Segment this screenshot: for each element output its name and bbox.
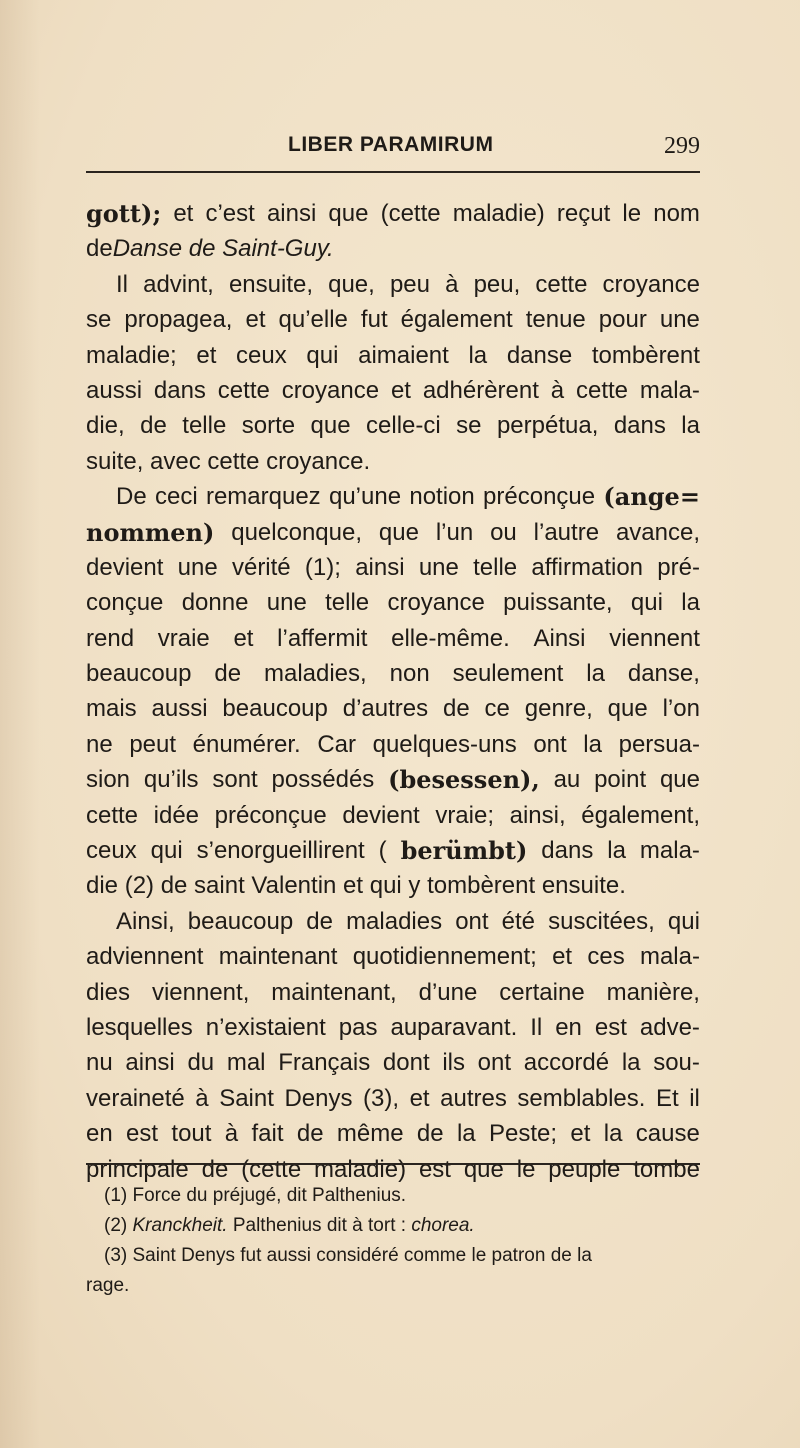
word: peu, (473, 270, 521, 298)
word: ces (587, 943, 625, 971)
word: en (86, 1120, 113, 1148)
word: viennent (609, 624, 700, 652)
word: de (442, 695, 470, 723)
word: possédés (271, 766, 375, 794)
word: non (389, 660, 430, 688)
word: avance, (615, 518, 700, 546)
word: ainsi (266, 200, 317, 227)
word: tenue (525, 306, 586, 334)
footnotes (86, 1181, 700, 1301)
text-line (86, 868, 700, 903)
word: beaucoup (222, 695, 328, 723)
word: et (245, 306, 266, 334)
word: l’autre (533, 518, 600, 546)
word: ont (477, 1049, 512, 1077)
word: maladies, (263, 660, 367, 688)
word: danse (506, 341, 573, 369)
word: Il (530, 1013, 543, 1041)
word: la (468, 341, 488, 369)
word: le (516, 1155, 536, 1183)
word: telle (325, 589, 370, 617)
word: en (555, 1013, 582, 1041)
word: il (689, 1084, 700, 1112)
footnote-3-continued: rage. (86, 1275, 130, 1296)
word: préconçue (214, 801, 327, 829)
word: la (586, 660, 605, 688)
word: De (116, 483, 147, 511)
word: genre, (524, 695, 593, 723)
word: die (2) de saint Valentin et qui y tombèrent ensuite. (86, 872, 626, 900)
word: viennent, (151, 978, 250, 1006)
word: cette (86, 801, 139, 829)
word: et (233, 624, 254, 652)
word: auparavant. (390, 1013, 518, 1041)
word: (3), (363, 1084, 400, 1112)
word: une (177, 553, 218, 581)
word: ceux (86, 837, 137, 865)
word: ou (490, 518, 517, 546)
word: ( (378, 837, 387, 865)
word: Peste; (489, 1120, 558, 1148)
footnote-rule (86, 1163, 700, 1165)
word: qu’elle (278, 306, 348, 334)
word: (1); (304, 553, 341, 581)
text-line (86, 727, 700, 762)
word: adve- (639, 1013, 700, 1041)
word: été (501, 907, 536, 935)
word: ensuite, (228, 270, 313, 298)
word: une (659, 306, 700, 334)
word: (ange= (603, 482, 700, 512)
text-line (86, 338, 700, 373)
word: de (416, 1120, 444, 1148)
word: également (400, 306, 513, 334)
word: telle (473, 553, 518, 581)
word: dans (153, 376, 206, 404)
text-line (86, 1081, 700, 1116)
word: vraie (157, 624, 210, 652)
page-header (88, 133, 700, 165)
word: et (173, 200, 194, 227)
word: qui (630, 589, 663, 617)
word: autres (440, 1084, 507, 1112)
word: tombe (633, 1155, 700, 1183)
word: ne (86, 730, 113, 758)
word: aussi (86, 376, 143, 404)
word: Français (278, 1049, 371, 1077)
word: semblables. (517, 1084, 646, 1112)
word: Car (317, 730, 356, 758)
word: (besessen), (388, 765, 540, 795)
word: même (336, 1120, 404, 1148)
word: l’affermit (277, 624, 368, 652)
word: tombèrent (591, 341, 700, 369)
word: c’est (205, 200, 255, 227)
word: (cette (241, 1155, 302, 1183)
word: se (456, 412, 482, 440)
word: Et (655, 1084, 679, 1112)
word: et (552, 943, 573, 971)
word: que (328, 200, 369, 227)
word: berümbt) (400, 836, 528, 866)
word: à (445, 270, 459, 298)
word: la (681, 412, 700, 440)
word: peuple (548, 1155, 621, 1183)
word: suscitées, (548, 907, 655, 935)
word: la (583, 730, 602, 758)
text-line (86, 656, 700, 691)
word: conçue (86, 589, 164, 617)
word: la (603, 1120, 623, 1148)
word: nom (653, 200, 700, 227)
word: et (409, 1084, 430, 1112)
word: ont (455, 907, 489, 935)
word: aimaient (358, 341, 449, 369)
word: Danse de Saint-Guy. (112, 235, 334, 263)
text-line (86, 691, 700, 726)
word: Ainsi (533, 624, 586, 652)
word: principale (86, 1155, 189, 1183)
word: qu’une (328, 483, 402, 511)
word: advint, (143, 270, 214, 298)
word: la (621, 1049, 641, 1077)
word: manière, (606, 978, 700, 1006)
word: die, (86, 412, 125, 440)
word: propagea, (124, 306, 233, 334)
word: la (681, 589, 700, 617)
word: qui (150, 837, 183, 865)
word: s’enorgueillirent (196, 837, 365, 865)
word: se (86, 306, 112, 334)
word: sou- (653, 1049, 700, 1077)
word: sion (86, 766, 131, 794)
text-line (86, 479, 700, 514)
word: danse, (627, 660, 700, 688)
word: pas (338, 1013, 378, 1041)
text-line (86, 231, 700, 266)
word: maladie) (314, 1155, 407, 1183)
word: la (607, 837, 626, 865)
word: (cette (380, 200, 441, 227)
word: cette (217, 376, 270, 404)
word: mala- (639, 837, 700, 865)
word: tout (171, 1120, 212, 1148)
word: maladie) (452, 200, 545, 227)
word: mais (86, 695, 137, 723)
word: lesquelles (86, 1013, 193, 1041)
word: que (310, 412, 351, 440)
text-line (86, 1010, 700, 1045)
footnote-3: (3) Saint Denys fut aussi considéré comme le patron de la (104, 1245, 592, 1266)
text-line (86, 1045, 700, 1080)
word: donne (181, 589, 249, 617)
word: pré- (657, 553, 700, 581)
word: ont (533, 730, 567, 758)
word: de (296, 1120, 324, 1148)
word: aussi (151, 695, 208, 723)
text-line (86, 1116, 700, 1151)
word: affirmation (531, 553, 644, 581)
word: également, (581, 801, 700, 829)
word: dont (382, 1049, 430, 1077)
word: veraineté (86, 1084, 185, 1112)
word: croyance (387, 589, 485, 617)
word: celle-ci (366, 412, 441, 440)
word: ils (442, 1049, 465, 1077)
word: Ainsi, (116, 907, 175, 935)
word: vraie; (435, 801, 494, 829)
word: la (456, 1120, 476, 1148)
text-line (86, 373, 700, 408)
word: mala- (639, 376, 700, 404)
word: est (594, 1013, 627, 1041)
word: à (224, 1120, 239, 1148)
word: Saint (219, 1084, 274, 1112)
word: une (266, 589, 307, 617)
word: ainsi, (509, 801, 566, 829)
word: cette (575, 376, 629, 404)
word: devient (86, 553, 164, 581)
word: elle-même. (391, 624, 510, 652)
word: vérité (231, 553, 291, 581)
word: n’existaient (205, 1013, 326, 1041)
word: sont (212, 766, 258, 794)
word: sorte (241, 412, 296, 440)
word: que (463, 1155, 504, 1183)
word: peu (389, 270, 430, 298)
word: cette (535, 270, 588, 298)
word: nommen) (86, 517, 215, 547)
word: et (390, 376, 411, 404)
word: ce (484, 695, 510, 723)
text-line (86, 762, 700, 797)
word: l’un (435, 518, 474, 546)
word: mal (226, 1049, 266, 1077)
word: suite, avec cette croyance. (86, 447, 371, 475)
word: remarquez (205, 483, 321, 511)
word: que (659, 766, 700, 794)
word: mala- (639, 943, 700, 971)
text-line (86, 975, 700, 1010)
word: dans (541, 837, 594, 865)
word: au (553, 766, 581, 794)
word: que, (328, 270, 375, 298)
text-line (86, 302, 700, 337)
word: quelques-uns (372, 730, 517, 758)
footnote-1: (1) Force du préjugé, dit Palthenius. (104, 1185, 407, 1206)
word: est (418, 1155, 451, 1183)
page-number: 299 (664, 133, 700, 159)
word: dans (613, 412, 666, 440)
text-line (86, 515, 700, 550)
word: à (550, 376, 565, 404)
word: fait (251, 1120, 284, 1148)
text-line (86, 939, 700, 974)
word: notion (409, 483, 475, 511)
word: une (418, 553, 459, 581)
word: ceci (154, 483, 198, 511)
text-line (86, 267, 700, 302)
word: rend (86, 624, 135, 652)
word: telle (182, 412, 227, 440)
text-line (86, 550, 700, 585)
word: maintenant (218, 943, 338, 971)
word: de (201, 1155, 229, 1183)
header-rule (86, 171, 700, 173)
word: ainsi (355, 553, 405, 581)
word: beaucoup (86, 660, 192, 688)
text-line (86, 196, 700, 231)
text-line (86, 621, 700, 656)
word: préconçue (483, 483, 596, 511)
word: et (570, 1120, 591, 1148)
text-line (86, 585, 700, 620)
text-line (86, 798, 700, 833)
word: point (594, 766, 647, 794)
word: peut (129, 730, 177, 758)
word: persua- (618, 730, 700, 758)
word: et (196, 341, 217, 369)
word: qui (306, 341, 339, 369)
word: quotidiennement; (352, 943, 537, 971)
word: adviennent (86, 943, 204, 971)
word: maintenant, (271, 978, 397, 1006)
word: puissante, (503, 589, 613, 617)
word: fut (360, 306, 388, 334)
word: croyance (602, 270, 700, 298)
word: énumérer. (192, 730, 301, 758)
word: de (140, 412, 167, 440)
text-line (86, 408, 700, 443)
word: gott); (86, 199, 162, 228)
text-line (86, 833, 700, 868)
word: l’on (662, 695, 700, 723)
word: que (607, 695, 648, 723)
word: quelconque, (231, 518, 362, 546)
word: reçut (556, 200, 611, 227)
word: ainsi (125, 1049, 175, 1077)
word: seulement (452, 660, 564, 688)
word: à (195, 1084, 209, 1112)
word: maladies (346, 907, 443, 935)
running-title: LIBER PARAMIRUM (288, 133, 494, 156)
word: Denys (284, 1084, 353, 1112)
word: ceux (236, 341, 287, 369)
word: dies (86, 978, 131, 1006)
word: qu’ils (143, 766, 199, 794)
word: de (214, 660, 242, 688)
word: certaine (499, 978, 585, 1006)
text-line (86, 444, 700, 479)
word: accordé (523, 1049, 610, 1077)
word: est (126, 1120, 159, 1148)
word: du (187, 1049, 215, 1077)
word: maladie; (86, 341, 177, 369)
word: adhérèrent (422, 376, 539, 404)
word: nu (86, 1049, 113, 1077)
word: beaucoup (187, 907, 294, 935)
word: le (622, 200, 642, 227)
word: perpétua, (496, 412, 599, 440)
text-line (86, 904, 700, 939)
word: Il (116, 270, 128, 298)
footnote-2: (2) Kranckheit. Palthenius dit à tort : chorea. (104, 1215, 475, 1236)
word: d’une (418, 978, 478, 1006)
word: croyance (281, 376, 380, 404)
word: qui (667, 907, 700, 935)
word: que (378, 518, 419, 546)
word: devient (342, 801, 420, 829)
word: de (86, 235, 113, 263)
word: pour (598, 306, 647, 334)
word: cause (635, 1120, 700, 1148)
word: idée (153, 801, 200, 829)
word: de (306, 907, 333, 935)
word: d’autres (342, 695, 429, 723)
body-text (86, 196, 700, 1187)
